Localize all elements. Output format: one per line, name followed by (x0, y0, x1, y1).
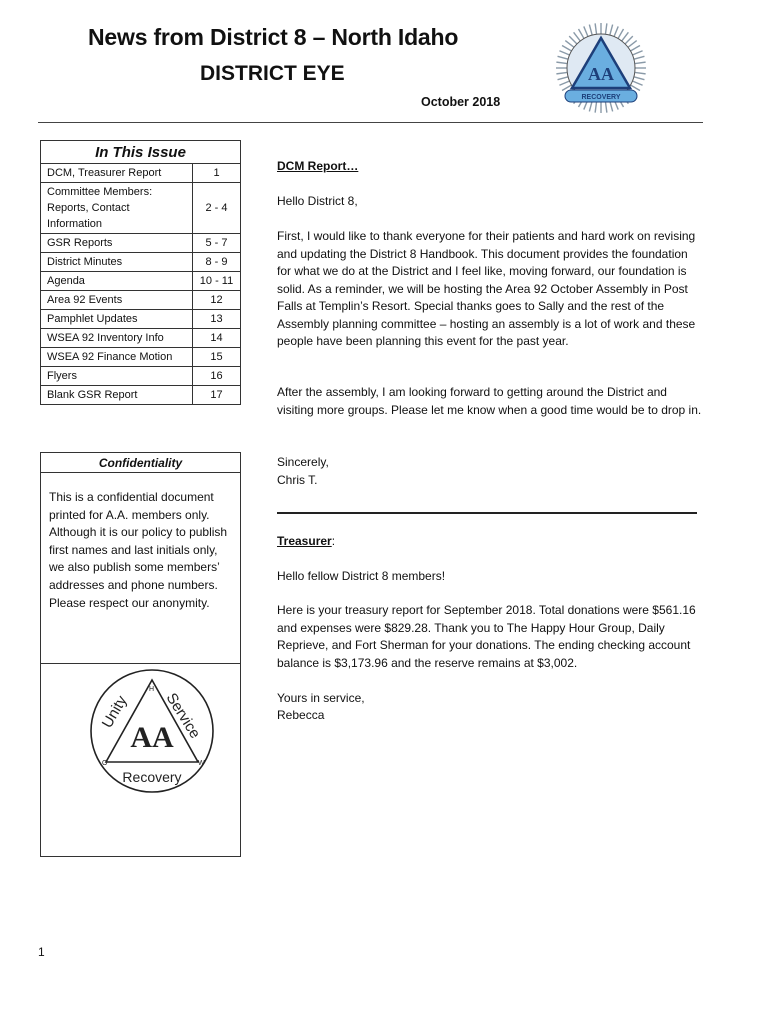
logo-ray (632, 51, 642, 55)
logo-ray (562, 46, 572, 52)
emblem-h-text: H (149, 686, 155, 693)
dcm-signature: Chris T. (277, 473, 318, 487)
confidentiality-box (40, 452, 241, 857)
logo-ray (635, 62, 646, 63)
contents-heading: In This Issue (41, 141, 240, 164)
logo-ray (632, 81, 642, 85)
contents-row (41, 291, 240, 310)
dcm-paragraph-2: After the assembly, I am looking forward to getting around the District and visiting more groups. Please let me know when a good time would be to drop in. (277, 385, 702, 417)
contents-row (41, 348, 240, 367)
contents-page: 16 (210, 370, 223, 382)
contents-page: 13 (210, 313, 223, 325)
contents-item: District Minutes (41, 253, 193, 271)
contents-item: WSEA 92 Finance Motion (41, 348, 193, 366)
logo-ray (634, 56, 645, 59)
logo-ray (559, 81, 569, 85)
logo-ray (622, 32, 629, 41)
contents-row (41, 253, 240, 272)
contents-row (41, 310, 240, 329)
contents-item: Flyers (41, 367, 193, 385)
logo-ray (584, 26, 588, 36)
contents-row (41, 234, 240, 253)
contents-row (41, 329, 240, 348)
logo-ray (569, 36, 577, 44)
contents-item: Agenda (41, 272, 193, 290)
dcm-closing: Sincerely, (277, 455, 329, 469)
logo-ray (625, 36, 633, 44)
treasurer-signature: Rebecca (277, 708, 325, 722)
treasurer-greeting: Hello fellow District 8 members! (277, 569, 446, 583)
logo-ray (605, 23, 606, 34)
logo-ray (556, 72, 567, 73)
contents-page: 8 - 9 (205, 256, 228, 268)
dcm-heading: DCM Report… (277, 159, 359, 173)
confidentiality-text: This is a confidential document printed for A.A. members only. Although it is our policy to publish first names and last initials only, we also publish some members’ addresses and phone numbers. Please respect our anonymity. (41, 473, 240, 664)
treasurer-heading-line (277, 533, 702, 551)
logo-ring-text: RECOVERY (581, 94, 621, 101)
aa-emblem (88, 667, 216, 797)
contents-box (40, 140, 241, 405)
contents-row (41, 164, 240, 183)
emblem-recovery-text: Recovery (122, 769, 182, 785)
logo-ray (634, 77, 645, 80)
emblem-unity-text: Unity (98, 692, 131, 731)
contents-page: 17 (210, 389, 223, 401)
logo-ray (558, 56, 569, 59)
treasurer-heading-colon: : (331, 534, 336, 548)
newsletter-title: News from District 8 – North Idaho (88, 24, 459, 50)
logo-ray (589, 25, 592, 36)
logo-ray (595, 102, 596, 113)
contents-item: GSR Reports (41, 234, 193, 252)
emblem-o-text: O (102, 760, 108, 767)
logo-ray (595, 23, 596, 34)
treasurer-closing: Yours in service, (277, 691, 365, 705)
logo-center-text: AA (588, 64, 614, 84)
dcm-paragraph-1: First, I would like to thank everyone for their patients and hard work on revising and updating the District 8 Handbook. This document provides the foundation for what we do at the District and I feel like, moving forward, our foundation is solid. As a reminder, we will be hosting the Area 92 October Assembly in Post Falls at Templin’s Resort. Special thanks goes to Sally and the rest of the Assembly planning committee – hosting an assembly is a lot of work and these people have been planning this event for the past year. (277, 229, 696, 348)
logo-ray (605, 102, 606, 113)
issue-date: October 2018 (421, 95, 501, 109)
logo-ray (556, 62, 567, 63)
logo-ray (610, 25, 613, 36)
logo-ray (618, 29, 624, 39)
emblem-center-text: AA (130, 721, 174, 754)
contents-page: 15 (210, 351, 223, 363)
section-divider (277, 512, 697, 514)
contents-item: Area 92 Events (41, 291, 193, 309)
logo-ray (565, 41, 574, 48)
contents-page: 12 (210, 294, 223, 306)
contents-item: Committee Members: Reports, Contact Information (41, 183, 193, 233)
logo-ray (630, 46, 640, 52)
dcm-report-heading (277, 158, 702, 176)
newsletter-subtitle: DISTRICT EYE (200, 62, 345, 85)
contents-row (41, 386, 240, 404)
contents-page: 10 - 11 (199, 275, 234, 287)
emblem-w-text: W (198, 760, 205, 767)
contents-item: DCM, Treasurer Report (41, 164, 193, 182)
aa-logo (555, 20, 647, 120)
contents-page: 2 - 4 (205, 202, 228, 214)
confidentiality-heading: Confidentiality (41, 453, 240, 473)
contents-row (41, 367, 240, 386)
page-number: 1 (38, 945, 45, 959)
contents-page: 5 - 7 (205, 237, 228, 249)
contents-row (41, 272, 240, 291)
logo-ray (559, 51, 569, 55)
contents-item: Pamphlet Updates (41, 310, 193, 328)
emblem-service-text: Service (162, 690, 204, 742)
logo-ray (628, 41, 637, 48)
header-divider (38, 122, 703, 123)
logo-ray (574, 32, 581, 41)
contents-row (41, 183, 240, 234)
contents-item: WSEA 92 Inventory Info (41, 329, 193, 347)
contents-item: Blank GSR Report (41, 386, 193, 404)
contents-table (41, 164, 240, 404)
logo-ray (635, 72, 646, 73)
contents-page: 14 (210, 332, 223, 344)
logo-ray (614, 26, 618, 36)
contents-page: 1 (213, 167, 220, 179)
dcm-greeting: Hello District 8, (277, 194, 358, 208)
logo-ray (579, 29, 585, 39)
treasurer-paragraph: Here is your treasury report for September 2018. Total donations were $561.16 and expenses were $829.28. Thank you to The Happy Hour Group, Daily Reprieve, and Fort Sherman for your donations. The ending checking account balance is $3,173.96 and the reserve remains at $3,002. (277, 603, 696, 670)
treasurer-heading: Treasurer (277, 534, 332, 548)
logo-ray (558, 77, 569, 80)
